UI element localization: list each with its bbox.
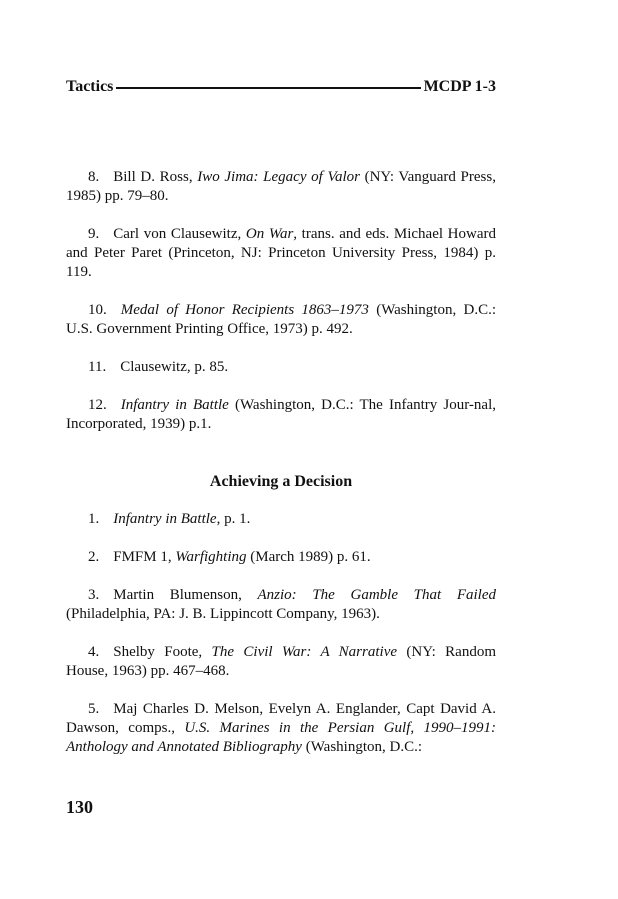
note-title: U.S. Marines in the Persian Gulf, 1990–1991: Anthology and Annotated Bibliography (66, 720, 496, 755)
note-text: (Philadelphia, PA: J. B. Lippincott Company, 1963). (66, 606, 380, 622)
note-title: Infantry in Battle (120, 397, 229, 413)
section-heading: Achieving a Decision (209, 473, 353, 490)
note-text: FMFM 1, (113, 549, 176, 565)
note-text: Maj Charles D. Melson, Evelyn A. Englander, Capt David A. Dawson, comps., (66, 701, 496, 736)
note-text: , trans. and eds. Michael Howard and Peter Paret (Princeton, NJ: Princeton University Press, 1984) p. 119. (66, 226, 496, 280)
note-text: (March 1989) p. 61. (246, 549, 371, 565)
note-number: 5. (88, 701, 100, 717)
header-publication-id: MCDP 1-3 (423, 78, 496, 95)
endnote (66, 643, 496, 681)
note-title: The Civil War: A Narrative (211, 644, 398, 660)
note-text: , p. 1. (216, 511, 251, 527)
endnote (66, 548, 496, 567)
endnote (66, 358, 496, 377)
header-section-title: Tactics (66, 78, 114, 95)
note-text: (Washington, D.C.: The Infantry Jour-nal, Incorporated, 1939) p.1. (66, 397, 497, 432)
endnote (66, 510, 496, 529)
endnotes (66, 168, 496, 776)
note-number: 12. (88, 397, 107, 413)
note-number: 2. (88, 549, 100, 565)
note-text: Bill D. Ross, (113, 169, 198, 185)
endnote (66, 700, 496, 757)
note-number: 3. (88, 587, 100, 603)
note-number: 8. (88, 169, 100, 185)
note-text: (NY: Vanguard Press, 1985) pp. 79–80. (66, 169, 496, 204)
note-title: Anzio: The Gamble That Failed (257, 587, 496, 603)
endnote (66, 168, 496, 206)
running-header (66, 76, 496, 98)
note-text: Martin Blumenson, (113, 587, 258, 603)
endnote (66, 301, 496, 339)
note-text: Carl von Clausewitz, (113, 226, 246, 242)
page-number: 130 (66, 797, 93, 817)
note-text: (Washington, D.C.: U.S. Government Printing Office, 1973) p. 492. (66, 302, 496, 337)
endnote (66, 396, 496, 434)
note-title: On War (245, 226, 294, 242)
note-text: (Washington, D.C.: (301, 739, 422, 755)
note-title: Iwo Jima: Legacy of Valor (197, 169, 360, 185)
note-number: 1. (88, 511, 100, 527)
note-number: 4. (88, 644, 100, 660)
note-number: 10. (88, 302, 107, 318)
note-text: Clausewitz, p. 85. (120, 359, 229, 375)
endnote (66, 225, 496, 282)
note-number: 9. (88, 226, 100, 242)
note-title: Infantry in Battle (113, 511, 217, 527)
note-number: 11. (88, 359, 107, 375)
note-text: (NY: Random House, 1963) pp. 467–468. (66, 644, 496, 679)
note-text: Shelby Foote, (113, 644, 212, 660)
note-title: Medal of Honor Recipients 1863–1973 (120, 302, 369, 318)
endnote (66, 586, 496, 624)
header-rule (116, 87, 420, 89)
note-title: Warfighting (175, 549, 247, 565)
